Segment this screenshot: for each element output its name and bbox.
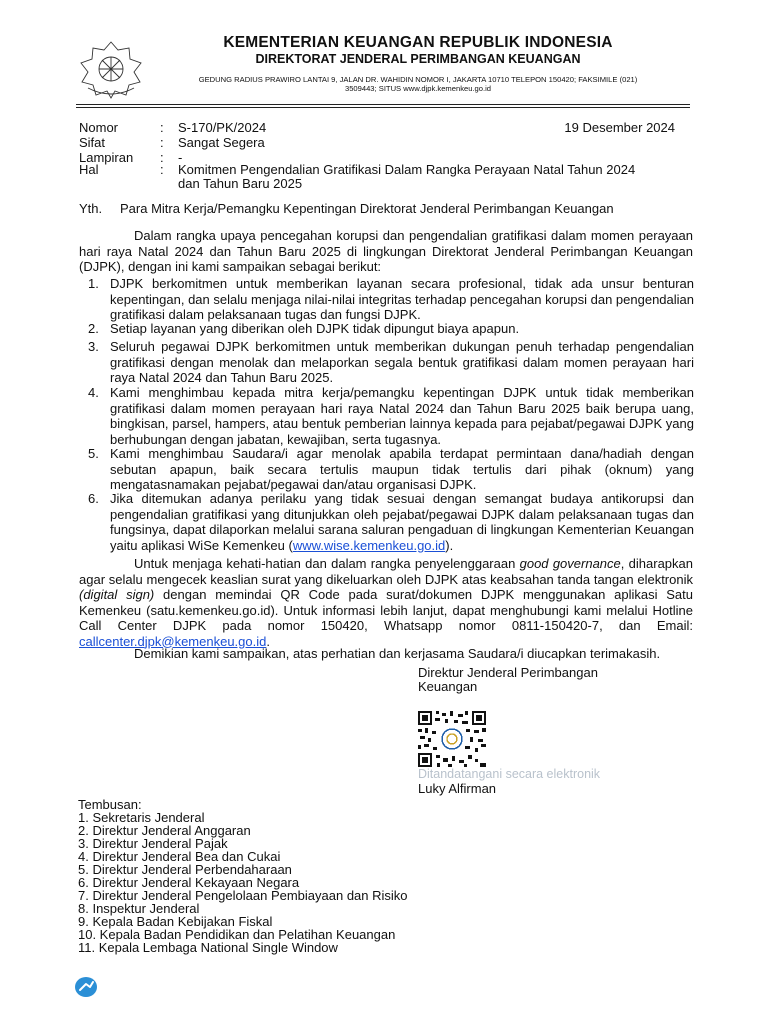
- closing-text: , diharapkan agar selalu mengecek keaslian surat yang dikeluarkan oleh DJPK atas keabsahan tanda tangan elektronik: [79, 556, 693, 587]
- sifat-label: Sifat: [79, 135, 106, 150]
- item-number: 6.: [88, 491, 99, 506]
- cc-label: Tembusan:: [78, 797, 142, 812]
- footer-badge-icon: [74, 976, 98, 998]
- sifat-value: Sangat Segera: [178, 135, 265, 150]
- hal-value-line-1: Komitmen Pengendalian Gratifikasi Dalam Rangka Perayaan Natal Tahun 2024: [178, 162, 636, 177]
- cc-item: 1. Sekretaris Jenderal: [78, 810, 205, 825]
- cc-item: 6. Direktur Jenderal Kekayaan Negara: [78, 875, 300, 890]
- ministry-emblem: [74, 38, 148, 100]
- lampiran-label: Lampiran: [79, 150, 134, 165]
- nomor-colon: :: [160, 120, 164, 135]
- closing-text: .: [266, 633, 270, 649]
- directorate-name: DIREKTORAT JENDERAL PERIMBANGAN KEUANGAN: [255, 52, 581, 66]
- intro-paragraph: Dalam rangka upaya pencegahan korupsi dan pengendalian gratifikasi dalam momen perayaan hari raya Natal 2024 dan Tahun Baru 2025 di lingkungan Direktorat Jenderal Perimbangan Keuangan (DJPK), dengan ini kami sampaikan sebagai berikut:: [79, 228, 693, 274]
- wise-link[interactable]: www.wise.kemenkeu.go.id: [292, 537, 446, 553]
- item-text: Seluruh pegawai DJPK berkomitmen untuk memberikan dukungan penuh terhadap pengendalian gratifikasi dengan menolak dan melaporkan segala bentuk gratifikasi dalam momen perayaan hari raya Natal 2024 dan Tahun Baru 2025.: [110, 339, 694, 385]
- hal-value-line-2: dan Tahun Baru 2025: [178, 176, 303, 191]
- hal-colon: :: [160, 162, 164, 177]
- signatory-title-line-1: Direktur Jenderal Perimbangan: [418, 665, 598, 680]
- cc-item: 11. Kepala Lembaga National Single Window: [78, 940, 338, 955]
- nomor-label: Nomor: [79, 120, 119, 135]
- nomor-value: S-170/PK/2024: [178, 120, 267, 135]
- email-link[interactable]: callcenter.djpk@kemenkeu.go.id: [79, 633, 267, 649]
- item-number: 1.: [88, 276, 99, 291]
- item-number: 4.: [88, 385, 99, 400]
- cc-item: 7. Direktur Jenderal Pengelolaan Pembiayaan dan Risiko: [78, 888, 408, 903]
- cc-item: 2. Direktur Jenderal Anggaran: [78, 823, 251, 838]
- signatory-name: Luky Alfirman: [418, 781, 497, 796]
- closing-emphasis: (digital sign): [79, 587, 155, 602]
- cc-item: 10. Kepala Badan Pendidikan dan Pelatihan Keuangan: [78, 927, 396, 942]
- item-text-body: Jika ditemukan adanya perilaku yang tidak sesuai dengan semangat budaya antikorupsi dan pengendalian gratifikasi yang ditunjukkan oleh pejabat/pegawai DJPK dalam pelaksanaan tugas dan fungsinya, dapat dilaporkan melalui sarana saluran pengaduan di lingkungan Kementerian Keuangan yaitu aplikasi WiSe Kemenkeu (: [110, 491, 694, 553]
- cc-item: 5. Direktur Jenderal Perbendaharaan: [78, 862, 292, 877]
- item-text: Setiap layanan yang diberikan oleh DJPK tidak dipungut biaya apapun.: [110, 321, 520, 336]
- item-text: Kami menghimbau kepada mitra kerja/pemangku kepentingan DJPK untuk tidak memberikan gratifikasi dalam momen perayaan hari raya Natal 2024 dan Tahun Baru 2025 baik berupa uang, bingkisan, parsel, hampers, atau bentuk pemberian lainnya kepada para pejabat/pegawai DJPK yang berhubungan dengan jabatan, kewajiban, serta tugasnya.: [110, 385, 694, 447]
- letterhead-address: [150, 75, 686, 93]
- closing-text: dengan memindai QR Code pada surat/dokumen DJPK menggunakan aplikasi Satu Kemenkeu (satu.kemenkeu.go.id). Untuk informasi lebih lanjut, dapat menghubungi kami melalui Hotline Call Center DJPK pada nomor 150420, Whatsapp nomor 0811-150420-7, dan Email:: [79, 587, 693, 633]
- cc-item: 8. Inspektur Jenderal: [78, 901, 200, 916]
- cc-item: 4. Direktur Jenderal Bea dan Cukai: [78, 849, 281, 864]
- address-line-2: 3509443; SITUS www.djpk.kemenkeu.go.id: [344, 84, 492, 93]
- verification-paragraph: [79, 556, 693, 649]
- cc-item: 9. Kepala Badan Kebijakan Fiskal: [78, 914, 273, 929]
- cc-item: 3. Direktur Jenderal Pajak: [78, 836, 228, 851]
- electronic-signature-note: Ditandatangani secara elektronik: [418, 767, 601, 781]
- item-text: Kami menghimbau Saudara/i agar menolak apabila terdapat permintaan dana/hadiah dengan sebutan apapun, baik secara tertulis maupun tidak tertulis dari pihak (oknum) yang mengatasnamakan pejabat/pegawai dan/atau organisasi DJPK.: [110, 446, 694, 492]
- hal-label: Hal: [79, 162, 99, 177]
- letterhead-rule-thin: [76, 107, 690, 108]
- sifat-colon: :: [160, 135, 164, 150]
- signatory-title-line-2: Keuangan: [418, 679, 478, 694]
- item-number: 3.: [88, 339, 99, 354]
- recipient-value: Para Mitra Kerja/Pemangku Kepentingan Direktorat Jenderal Perimbangan Keuangan: [120, 201, 614, 216]
- letter-date: 19 Desember 2024: [564, 120, 675, 135]
- closing-emphasis: good governance: [519, 556, 621, 571]
- address-line-1: GEDUNG RADIUS PRAWIRO LANTAI 9, JALAN DR. WAHIDIN NOMOR I, JAKARTA 10710 TELEPON 150420; FAKSIMILE (021): [198, 75, 638, 84]
- recipient-label: Yth.: [79, 201, 103, 216]
- closing-remark: Demikian kami sampaikan, atas perhatian dan kerjasama Saudara/i diucapkan terimakasih.: [134, 646, 661, 661]
- closing-text: Untuk menjaga kehati-hatian dan dalam rangka penyelenggaraan: [134, 556, 520, 571]
- lampiran-value: -: [178, 150, 183, 165]
- item-number: 5.: [88, 446, 99, 461]
- signature-qr-code[interactable]: [418, 711, 486, 767]
- item-number: 2.: [88, 321, 99, 336]
- letterhead-rule: [76, 104, 690, 105]
- ministry-name: KEMENTERIAN KEUANGAN REPUBLIK INDONESIA: [223, 34, 613, 51]
- item-text: DJPK berkomitmen untuk memberikan layanan secara profesional, tidak ada unsur benturan kepentingan, dan selalu menjaga nilai-nilai integritas terhadap pencegahan korupsi dan pengendalian gratifikasi dalam pelaksanaan tugas dan fungsi DJPK.: [110, 276, 694, 322]
- item-text-tail: ).: [445, 537, 454, 553]
- lampiran-colon: :: [160, 150, 164, 165]
- item-text: [110, 491, 694, 553]
